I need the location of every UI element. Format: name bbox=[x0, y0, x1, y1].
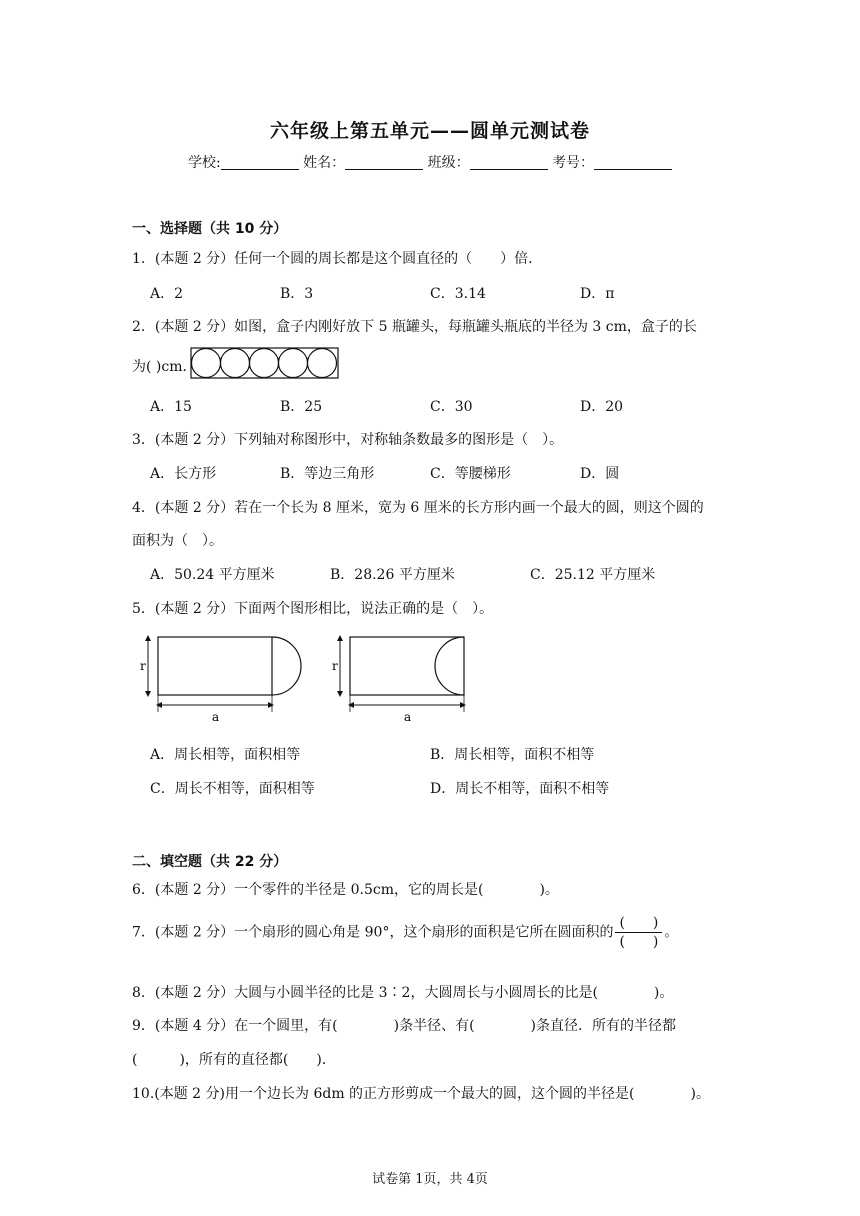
cans-box-figure bbox=[190, 347, 340, 379]
question-8: 8．(本题 2 分）大圆与小圆半径的比是 3∶2，大圆周长与小圆周长的比是( )。 bbox=[132, 985, 674, 1001]
school-label: 学校: bbox=[187, 155, 221, 171]
q5-option-b: B．周长相等，面积不相等 bbox=[430, 747, 595, 763]
figure1-label-a: a bbox=[212, 710, 220, 724]
name-label: 姓名： bbox=[303, 155, 346, 171]
exam-no-blank[interactable] bbox=[594, 155, 672, 170]
q3-option-a: A．长方形 bbox=[150, 466, 217, 482]
q4-option-b: B．28.26 平方厘米 bbox=[330, 567, 455, 583]
page-title: 六年级上第五单元——圆单元测试卷 bbox=[269, 120, 590, 142]
figure-rect-outward-semicircle bbox=[134, 632, 309, 724]
q4-option-a: A．50.24 平方厘米 bbox=[150, 567, 275, 583]
figure1-label-r: r bbox=[140, 659, 146, 673]
question-7-end: 。 bbox=[664, 924, 679, 941]
q7-fraction-blank[interactable] bbox=[615, 914, 662, 951]
class-label: 班级： bbox=[427, 155, 470, 171]
school-blank[interactable] bbox=[221, 155, 299, 170]
q2-option-b: B．25 bbox=[280, 399, 323, 415]
q2-option-c: C．30 bbox=[430, 399, 473, 415]
q2-option-a: A．15 bbox=[150, 399, 192, 415]
section2-heading: 二、填空题（共 22 分） bbox=[132, 854, 288, 870]
q2-option-d: D．20 bbox=[580, 399, 624, 415]
q1-option-c: C．3.14 bbox=[430, 286, 486, 302]
exam-no-label: 考号： bbox=[552, 155, 595, 171]
question-7 bbox=[132, 914, 678, 951]
q1-option-d: D．π bbox=[580, 286, 615, 302]
question-5: 5．(本题 2 分）下面两个图形相比，说法正确的是（ ）。 bbox=[132, 601, 494, 617]
q7-fraction-numerator: ( ) bbox=[615, 914, 662, 933]
q5-option-c: C．周长不相等，面积相等 bbox=[150, 781, 315, 797]
question-9-line2: ( )，所有的直径都( )． bbox=[132, 1052, 336, 1068]
page-footer: 试卷第 1页，共 4页 bbox=[372, 1172, 488, 1187]
question-9: 9．(本题 4 分）在一个圆里，有( )条半径、有( )条直径．所有的半径都 bbox=[132, 1018, 677, 1034]
q3-option-b: B．等边三角形 bbox=[280, 466, 375, 482]
name-blank[interactable] bbox=[345, 155, 423, 170]
question-4: 4．(本题 2 分）若在一个长为 8 厘米，宽为 6 厘米的长方形内画一个最大的圆，则这个圆的 bbox=[132, 500, 704, 516]
question-3: 3．(本题 2 分）下列轴对称图形中，对称轴条数最多的图形是（ ）。 bbox=[132, 432, 564, 448]
section1-heading: 一、选择题（共 10 分） bbox=[132, 221, 288, 237]
question-6: 6．(本题 2 分）一个零件的半径是 0.5cm，它的周长是( )。 bbox=[132, 882, 559, 898]
q5-option-d: D．周长不相等，面积不相等 bbox=[430, 781, 610, 797]
q7-fraction-denominator: ( ) bbox=[619, 934, 659, 950]
question-2: 2．(本题 2 分）如图，盒子内刚好放下 5 瓶罐头，每瓶罐头瓶底的半径为 3 cm，盒子的长 bbox=[132, 319, 697, 335]
figure2-label-r: r bbox=[332, 659, 338, 673]
figure-rect-inward-semicircle bbox=[326, 632, 476, 724]
question-7-text: 7．(本题 2 分）一个扇形的圆心角是 90°，这个扇形的面积是它所在圆面积的 bbox=[132, 924, 614, 941]
q4-option-c: C．25.12 平方厘米 bbox=[530, 567, 656, 583]
student-info-line bbox=[0, 152, 860, 172]
class-blank[interactable] bbox=[470, 155, 548, 170]
question-10: 10.(本题 2 分)用一个边长为 6dm 的正方形剪成一个最大的圆，这个圆的半径是( )。 bbox=[132, 1086, 710, 1102]
q5-option-a: A．周长相等，面积相等 bbox=[150, 747, 301, 763]
q1-option-a: A．2 bbox=[150, 286, 184, 302]
question-2-line2: 为( )cm． bbox=[132, 359, 197, 375]
question-4-line2: 面积为（ ）。 bbox=[132, 533, 223, 549]
q1-option-b: B．3 bbox=[280, 286, 314, 302]
figure2-label-a: a bbox=[404, 710, 412, 724]
q3-option-d: D．圆 bbox=[580, 466, 620, 482]
question-1: 1．(本题 2 分）任何一个圆的周长都是这个圆直径的（ ）倍． bbox=[132, 251, 543, 267]
q3-option-c: C．等腰梯形 bbox=[430, 466, 511, 482]
